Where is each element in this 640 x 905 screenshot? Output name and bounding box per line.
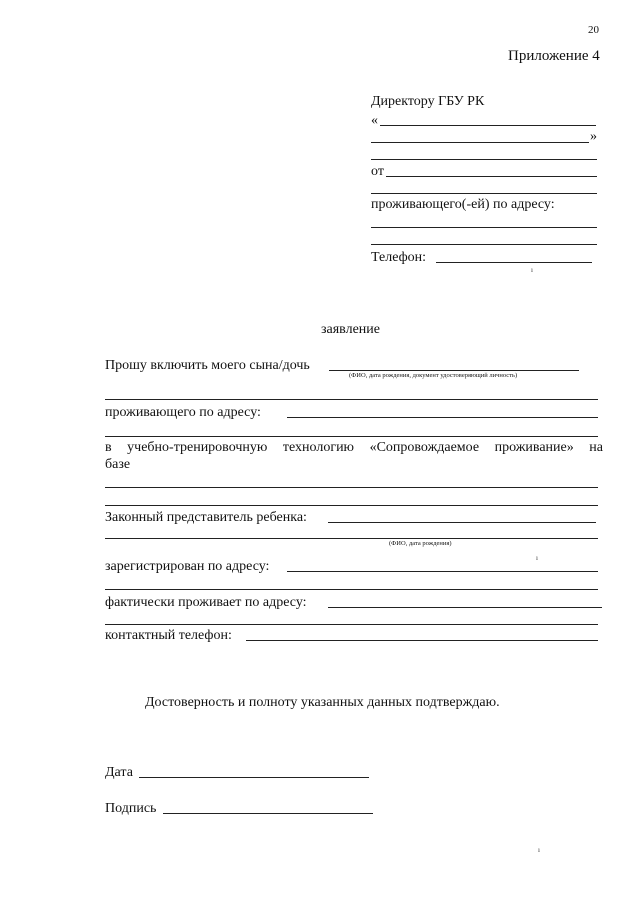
base-label: базе — [105, 457, 131, 472]
child-address-line — [287, 417, 598, 418]
blank-line — [371, 159, 597, 160]
registered-line — [287, 571, 598, 572]
from-line — [386, 176, 597, 177]
child-address-label: проживающего по адресу: — [105, 405, 261, 420]
representative-caption: (ФИО, дата рождения) — [389, 540, 452, 547]
date-line — [139, 777, 369, 778]
from-label: от — [371, 164, 384, 179]
child-info-line — [329, 370, 579, 371]
base-line-1 — [105, 487, 598, 488]
page-number: 20 — [588, 24, 599, 36]
director-name-line-2 — [371, 142, 589, 143]
close-quote: » — [590, 129, 597, 144]
from-line-2 — [371, 193, 597, 194]
appendix-label: Приложение 4 — [508, 48, 600, 64]
phone-label: Телефон: — [371, 250, 427, 265]
contact-phone-label: контактный телефон: — [105, 628, 232, 643]
representative-line-2 — [105, 538, 598, 539]
signature-label: Подпись — [105, 801, 157, 816]
open-quote: « — [371, 113, 378, 128]
stray-mark-3: ı — [538, 846, 540, 854]
document-title: заявление — [321, 322, 381, 337]
contact-phone-line — [246, 640, 598, 641]
phone-line — [436, 262, 592, 263]
stray-mark-2: ı — [536, 554, 538, 562]
child-address-line-2 — [105, 436, 598, 437]
actual-address-label: фактически проживает по адресу: — [105, 595, 307, 610]
confirmation-text: Достоверность и полноту указанных данных подтверждаю. — [145, 695, 500, 710]
signature-line — [163, 813, 373, 814]
residing-label: проживающего(-ей) по адресу: — [371, 197, 555, 212]
actual-address-line — [328, 607, 602, 608]
stray-mark: ı — [531, 266, 533, 274]
address-line-2 — [371, 244, 597, 245]
registered-label: зарегистрирован по адресу: — [105, 559, 270, 574]
actual-address-line-2 — [105, 624, 598, 625]
technology-text: в учебно-тренировочную технологию «Сопровождаемое проживание» на — [105, 440, 603, 455]
child-info-line-2 — [105, 399, 598, 400]
child-info-caption: (ФИО, дата рождения, документ удостоверяющий личность) — [349, 372, 518, 379]
director-line: Директору ГБУ РК — [371, 94, 485, 109]
date-label: Дата — [105, 765, 133, 780]
base-line-2 — [105, 505, 598, 506]
address-line-1 — [371, 227, 597, 228]
registered-line-2 — [105, 589, 598, 590]
director-name-line-1 — [380, 125, 596, 126]
request-label: Прошу включить моего сына/дочь — [105, 358, 310, 373]
representative-label: Законный представитель ребенка: — [105, 510, 307, 525]
representative-line — [328, 522, 596, 523]
